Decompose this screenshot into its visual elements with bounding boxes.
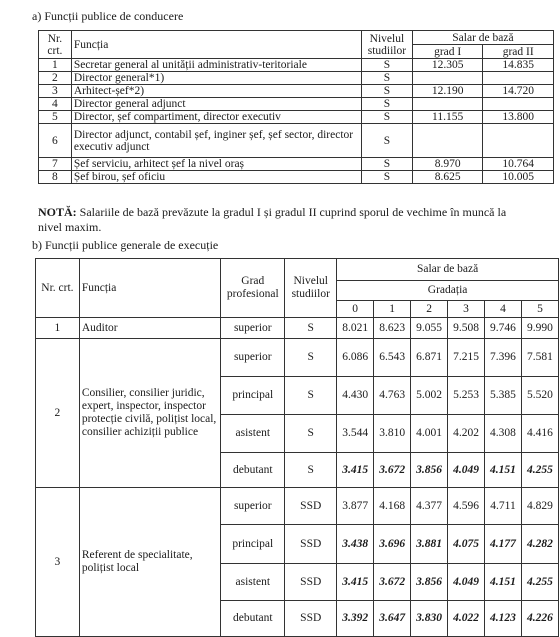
header-b-gradatia-0: 0 bbox=[337, 301, 374, 318]
table-row bbox=[39, 98, 554, 111]
row-salar-grad-1: 8.970 bbox=[412, 158, 483, 171]
header-b-salar-baza: Salar de bază bbox=[337, 259, 559, 281]
salary-value-gradatia-0: 3.415 bbox=[337, 453, 374, 488]
row-salar-grad-2: 10.764 bbox=[483, 158, 554, 171]
section-b-title: b) Funcții publice generale de execuție bbox=[32, 238, 219, 252]
header-b-gradatia-1: 1 bbox=[374, 301, 411, 318]
table-row bbox=[36, 339, 559, 377]
row-functia: Director general*1) bbox=[71, 72, 361, 85]
group-functia: Auditor bbox=[79, 318, 220, 339]
note-paragraph bbox=[38, 205, 528, 235]
salary-value-gradatia-1: 3.696 bbox=[374, 525, 411, 564]
salary-value-gradatia-3: 4.202 bbox=[448, 415, 485, 453]
row-nr-crt: 2 bbox=[39, 72, 72, 85]
row-salar-grad-2: 14.720 bbox=[483, 85, 554, 98]
table-functii-executie bbox=[35, 258, 559, 637]
note-label: NOTĂ: bbox=[38, 205, 77, 219]
row-nr-crt: 4 bbox=[39, 98, 72, 111]
row-nivel-studii: S bbox=[285, 377, 337, 415]
salary-value-gradatia-5: 7.581 bbox=[521, 339, 558, 377]
row-functia: Director general adjunct bbox=[71, 98, 361, 111]
row-functia: Șef serviciu, arhitect șef la nivel oraș bbox=[71, 158, 361, 171]
row-nr-crt: 3 bbox=[39, 85, 72, 98]
salary-value-gradatia-3: 4.049 bbox=[448, 453, 485, 488]
row-grad-profesional: superior bbox=[221, 339, 285, 377]
salary-value-gradatia-1: 3.810 bbox=[374, 415, 411, 453]
salary-value-gradatia-0: 3.392 bbox=[337, 601, 374, 637]
salary-value-gradatia-5: 4.255 bbox=[521, 453, 558, 488]
salary-value-gradatia-3: 4.075 bbox=[448, 525, 485, 564]
header-b-gradatia: Gradația bbox=[337, 281, 559, 301]
salary-value-gradatia-2: 3.856 bbox=[411, 453, 448, 488]
salary-value-gradatia-5: 4.282 bbox=[521, 525, 558, 564]
table-row bbox=[36, 318, 559, 339]
table-row bbox=[39, 72, 554, 85]
section-a-title: a) Funcții publice de conducere bbox=[32, 9, 184, 23]
table-row bbox=[39, 85, 554, 98]
row-nivel-studii: SSD bbox=[285, 525, 337, 564]
row-salar-grad-1: 12.190 bbox=[412, 85, 483, 98]
row-functia: Șef birou, șef oficiu bbox=[71, 171, 361, 184]
salary-value-gradatia-5: 9.990 bbox=[521, 318, 558, 339]
salary-value-gradatia-0: 8.021 bbox=[337, 318, 374, 339]
row-nivel-studii: S bbox=[285, 318, 337, 339]
salary-value-gradatia-5: 5.520 bbox=[521, 377, 558, 415]
salary-value-gradatia-5: 4.829 bbox=[521, 488, 558, 525]
salary-value-gradatia-3: 7.215 bbox=[448, 339, 485, 377]
row-grad-profesional: principal bbox=[221, 525, 285, 564]
row-functia: Secretar general al unității administrativ-teritoriale bbox=[71, 59, 361, 72]
salary-value-gradatia-0: 6.086 bbox=[337, 339, 374, 377]
header-functia: Funcția bbox=[71, 31, 361, 59]
row-nivel-studii: S bbox=[361, 98, 412, 111]
table-row bbox=[39, 124, 554, 158]
salary-value-gradatia-3: 4.022 bbox=[448, 601, 485, 637]
row-functia: Director adjunct, contabil șef, inginer șef, șef sector, director executiv adjunct bbox=[71, 124, 361, 158]
table-row bbox=[39, 59, 554, 72]
row-salar-grad-1 bbox=[412, 124, 483, 158]
row-salar-grad-2 bbox=[483, 124, 554, 158]
group-functia: Consilier, consilier juridic, expert, inspector, inspector protecție civilă, polițist local, consilier achiziții publice bbox=[79, 339, 220, 488]
salary-value-gradatia-1: 8.623 bbox=[374, 318, 411, 339]
row-nr-crt: 6 bbox=[39, 124, 72, 158]
header-b-gradatia-5: 5 bbox=[521, 301, 558, 318]
row-salar-grad-1: 11.155 bbox=[412, 111, 483, 124]
header-grad-1: grad I bbox=[412, 45, 483, 59]
row-nivel-studii: S bbox=[361, 72, 412, 85]
row-salar-grad-1: 12.305 bbox=[412, 59, 483, 72]
salary-value-gradatia-5: 4.255 bbox=[521, 564, 558, 601]
row-functia: Arhitect-șef*2) bbox=[71, 85, 361, 98]
salary-value-gradatia-3: 9.508 bbox=[448, 318, 485, 339]
row-salar-grad-2 bbox=[483, 98, 554, 111]
salary-value-gradatia-5: 4.416 bbox=[521, 415, 558, 453]
header-b-gradatia-4: 4 bbox=[485, 301, 522, 318]
salary-value-gradatia-2: 3.856 bbox=[411, 564, 448, 601]
salary-value-gradatia-2: 4.001 bbox=[411, 415, 448, 453]
row-salar-grad-1: 8.625 bbox=[412, 171, 483, 184]
salary-value-gradatia-2: 3.830 bbox=[411, 601, 448, 637]
salary-value-gradatia-4: 4.151 bbox=[485, 564, 522, 601]
table-functii-conducere bbox=[38, 30, 554, 184]
salary-value-gradatia-5: 4.226 bbox=[521, 601, 558, 637]
row-grad-profesional: asistent bbox=[221, 415, 285, 453]
group-nr-crt: 2 bbox=[36, 339, 80, 488]
salary-value-gradatia-4: 4.151 bbox=[485, 453, 522, 488]
salary-value-gradatia-2: 5.002 bbox=[411, 377, 448, 415]
row-nivel-studii: S bbox=[285, 453, 337, 488]
salary-value-gradatia-4: 4.177 bbox=[485, 525, 522, 564]
salary-value-gradatia-4: 4.123 bbox=[485, 601, 522, 637]
header-b-nivel-studii: Nivelul studiilor bbox=[285, 259, 337, 318]
salary-value-gradatia-1: 3.672 bbox=[374, 564, 411, 601]
salary-value-gradatia-3: 4.049 bbox=[448, 564, 485, 601]
table-row bbox=[39, 111, 554, 124]
row-salar-grad-2 bbox=[483, 72, 554, 85]
header-nr-crt: Nr. crt. bbox=[39, 31, 72, 59]
header-b-gradatia-3: 3 bbox=[448, 301, 485, 318]
salary-value-gradatia-1: 3.672 bbox=[374, 453, 411, 488]
row-salar-grad-2: 13.800 bbox=[483, 111, 554, 124]
salary-value-gradatia-3: 4.596 bbox=[448, 488, 485, 525]
group-functia: Referent de specialitate, polițist local bbox=[79, 488, 220, 637]
note-text: Salariile de bază prevăzute la gradul I și gradul II cuprind sporul de vechime în muncă la nivel maxim. bbox=[38, 205, 507, 234]
salary-value-gradatia-4: 4.308 bbox=[485, 415, 522, 453]
row-nivel-studii: S bbox=[361, 59, 412, 72]
row-grad-profesional: asistent bbox=[221, 564, 285, 601]
row-salar-grad-1 bbox=[412, 98, 483, 111]
salary-value-gradatia-0: 3.877 bbox=[337, 488, 374, 525]
row-grad-profesional: superior bbox=[221, 318, 285, 339]
salary-value-gradatia-0: 4.430 bbox=[337, 377, 374, 415]
table-row bbox=[39, 158, 554, 171]
row-salar-grad-1 bbox=[412, 72, 483, 85]
table-row bbox=[36, 488, 559, 525]
row-nr-crt: 8 bbox=[39, 171, 72, 184]
row-nivel-studii: S bbox=[361, 124, 412, 158]
salary-value-gradatia-1: 3.647 bbox=[374, 601, 411, 637]
salary-value-gradatia-0: 3.415 bbox=[337, 564, 374, 601]
salary-value-gradatia-4: 4.711 bbox=[485, 488, 522, 525]
row-salar-grad-2: 14.835 bbox=[483, 59, 554, 72]
salary-value-gradatia-1: 4.763 bbox=[374, 377, 411, 415]
salary-value-gradatia-2: 4.377 bbox=[411, 488, 448, 525]
row-nivel-studii: SSD bbox=[285, 601, 337, 637]
row-nivel-studii: S bbox=[285, 415, 337, 453]
row-nivel-studii: S bbox=[361, 111, 412, 124]
salary-value-gradatia-4: 9.746 bbox=[485, 318, 522, 339]
row-functia: Director, șef compartiment, director executiv bbox=[71, 111, 361, 124]
salary-value-gradatia-4: 5.385 bbox=[485, 377, 522, 415]
salary-value-gradatia-2: 6.871 bbox=[411, 339, 448, 377]
header-b-functia: Funcția bbox=[79, 259, 220, 318]
group-nr-crt: 3 bbox=[36, 488, 80, 637]
salary-value-gradatia-1: 4.168 bbox=[374, 488, 411, 525]
header-grad-2: grad II bbox=[483, 45, 554, 59]
salary-value-gradatia-0: 3.438 bbox=[337, 525, 374, 564]
row-nr-crt: 5 bbox=[39, 111, 72, 124]
salary-value-gradatia-1: 6.543 bbox=[374, 339, 411, 377]
row-nivel-studii: S bbox=[361, 85, 412, 98]
row-nivel-studii: SSD bbox=[285, 488, 337, 525]
header-nivel-studii: Nivelul studiilor bbox=[361, 31, 412, 59]
row-grad-profesional: principal bbox=[221, 377, 285, 415]
salary-value-gradatia-0: 3.544 bbox=[337, 415, 374, 453]
salary-value-gradatia-3: 5.253 bbox=[448, 377, 485, 415]
row-nr-crt: 7 bbox=[39, 158, 72, 171]
header-salar-baza: Salar de bază bbox=[412, 31, 553, 45]
row-nivel-studii: S bbox=[285, 339, 337, 377]
row-grad-profesional: debutant bbox=[221, 453, 285, 488]
row-grad-profesional: superior bbox=[221, 488, 285, 525]
header-b-nr-crt: Nr. crt. bbox=[36, 259, 80, 318]
row-nivel-studii: S bbox=[361, 171, 412, 184]
row-grad-profesional: debutant bbox=[221, 601, 285, 637]
row-nivel-studii: S bbox=[361, 158, 412, 171]
row-nivel-studii: SSD bbox=[285, 564, 337, 601]
row-salar-grad-2: 10.005 bbox=[483, 171, 554, 184]
header-b-grad-profesional: Grad profesional bbox=[221, 259, 285, 318]
table-row bbox=[39, 171, 554, 184]
salary-value-gradatia-2: 9.055 bbox=[411, 318, 448, 339]
salary-value-gradatia-2: 3.881 bbox=[411, 525, 448, 564]
row-nr-crt: 1 bbox=[39, 59, 72, 72]
salary-value-gradatia-4: 7.396 bbox=[485, 339, 522, 377]
header-b-gradatia-2: 2 bbox=[411, 301, 448, 318]
group-nr-crt: 1 bbox=[36, 318, 80, 339]
